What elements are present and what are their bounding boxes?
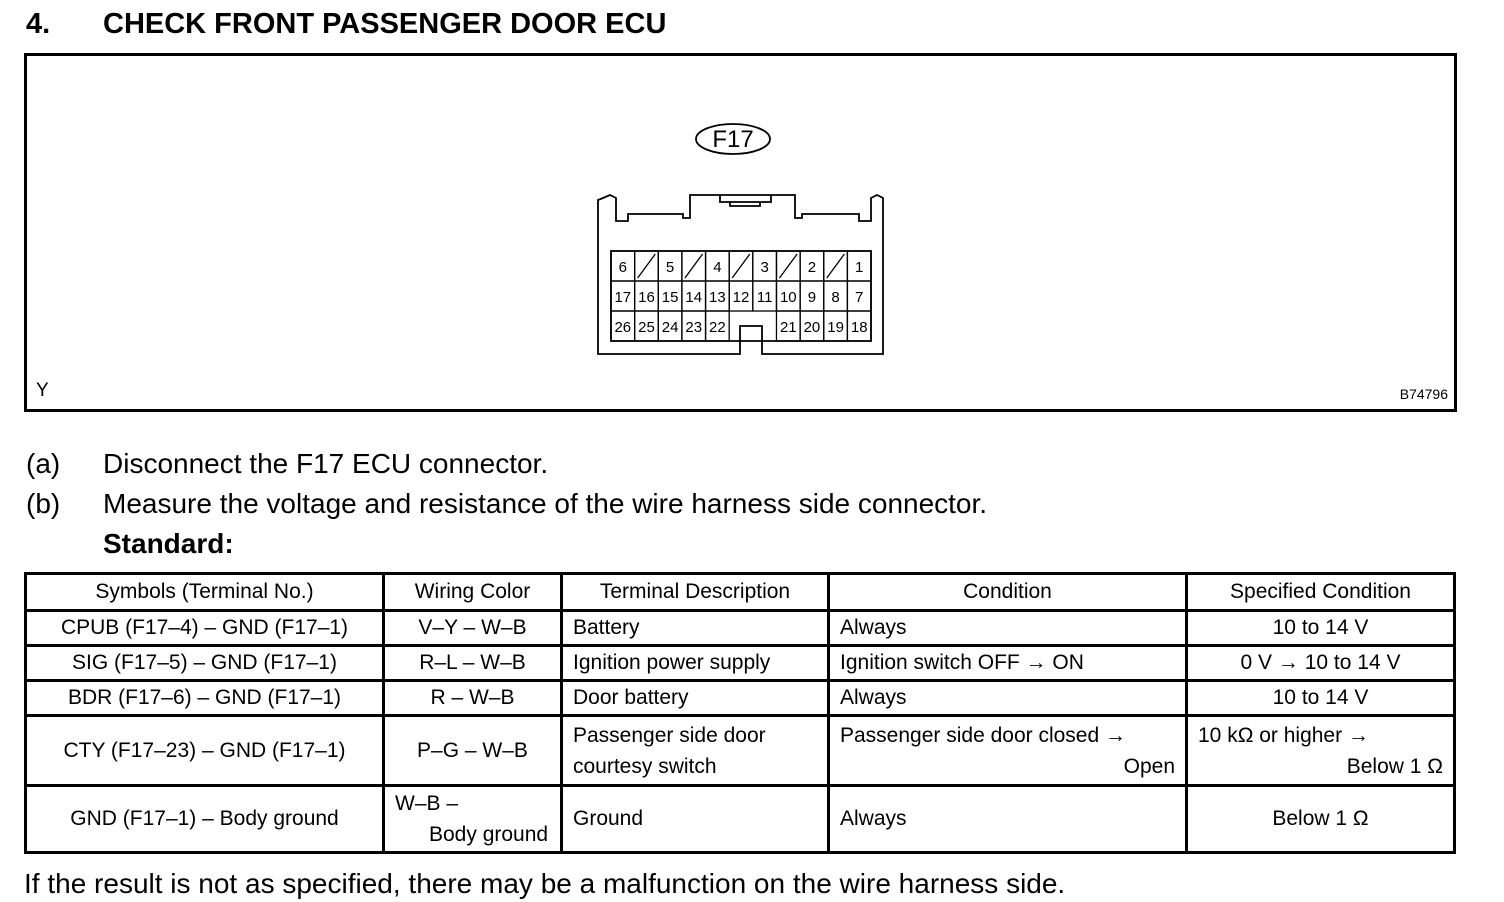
specification-table bbox=[24, 572, 1456, 854]
terminal-number: 11 bbox=[756, 289, 773, 306]
figure-id: B74796 bbox=[1399, 386, 1448, 402]
cell-condition-line: Open bbox=[1123, 754, 1175, 778]
header-specified-condition: Specified Condition bbox=[1187, 574, 1455, 611]
cell-wiring bbox=[384, 786, 562, 853]
terminal-number: 26 bbox=[614, 319, 632, 336]
terminal-number: 18 bbox=[850, 319, 868, 336]
step-number: 4. bbox=[26, 8, 51, 40]
cell-symbols: GND (F17–1) – Body ground bbox=[26, 786, 384, 853]
step-title: CHECK FRONT PASSENGER DOOR ECU bbox=[103, 8, 667, 40]
cell-condition: Always bbox=[829, 786, 1187, 853]
cell-symbols: BDR (F17–6) – GND (F17–1) bbox=[26, 681, 384, 716]
cell-specified-line: 10 kΩ or higher → bbox=[1198, 723, 1369, 747]
cell-wiring-line: Body ground bbox=[429, 823, 549, 846]
empty-terminal-slash bbox=[779, 254, 797, 278]
cell-specified bbox=[1187, 716, 1455, 786]
cell-description: Ground bbox=[562, 786, 829, 853]
cell-description-line: courtesy switch bbox=[573, 754, 717, 778]
terminal-number: 12 bbox=[732, 289, 750, 306]
table-row bbox=[26, 611, 1455, 646]
terminal-number: 24 bbox=[661, 319, 679, 336]
footer-note: If the result is not as specified, there may be a malfunction on the wire harness side. bbox=[24, 868, 1066, 899]
connector-figure bbox=[24, 53, 1457, 412]
terminal-number: 19 bbox=[827, 319, 844, 336]
cell-description-line: Passenger side door bbox=[573, 723, 766, 747]
cell-specified: Below 1 Ω bbox=[1187, 786, 1455, 853]
cell-condition: Always bbox=[829, 611, 1187, 646]
cell-specified-line: Below 1 Ω bbox=[1346, 754, 1443, 778]
terminal-number: 10 bbox=[779, 289, 797, 306]
cell-wiring: R – W–B bbox=[384, 681, 562, 716]
empty-terminal-slash bbox=[827, 254, 845, 278]
empty-terminal-slash bbox=[638, 254, 656, 278]
connector-latch bbox=[720, 195, 771, 206]
figure-corner-code: Y bbox=[36, 380, 49, 401]
table-row bbox=[26, 646, 1455, 681]
terminal-number: 6 bbox=[618, 259, 627, 276]
instruction-text: Measure the voltage and resistance of the wire harness side connector. bbox=[103, 488, 988, 519]
empty-terminal-slash bbox=[685, 254, 703, 278]
terminal-number: 2 bbox=[807, 259, 817, 276]
cell-specified: 0 V → 10 to 14 V bbox=[1187, 646, 1455, 681]
cell-description: Battery bbox=[562, 611, 829, 646]
terminal-number: 9 bbox=[807, 289, 817, 306]
empty-terminal-slash bbox=[732, 254, 750, 278]
cell-specified: 10 to 14 V bbox=[1187, 681, 1455, 716]
terminal-number: 23 bbox=[685, 319, 703, 336]
terminal-number: 21 bbox=[779, 319, 797, 336]
cell-symbols: SIG (F17–5) – GND (F17–1) bbox=[26, 646, 384, 681]
cell-condition-line: Passenger side door closed → bbox=[840, 723, 1126, 747]
terminal-number: 22 bbox=[709, 319, 726, 336]
cell-condition bbox=[829, 716, 1187, 786]
cell-condition: Always bbox=[829, 681, 1187, 716]
table-row bbox=[26, 681, 1455, 716]
header-terminal-description: Terminal Description bbox=[562, 574, 829, 611]
terminal-number: 8 bbox=[831, 289, 840, 306]
header-wiring-color: Wiring Color bbox=[384, 574, 562, 611]
cell-description bbox=[562, 716, 829, 786]
terminal-number: 20 bbox=[803, 319, 821, 336]
cell-wiring: R–L – W–B bbox=[384, 646, 562, 681]
connector-label: F17 bbox=[712, 126, 754, 153]
cell-wiring-line: W–B – bbox=[395, 792, 459, 815]
standard-label: Standard: bbox=[103, 528, 234, 559]
cell-description: Ignition power supply bbox=[562, 646, 829, 681]
terminal-number: 5 bbox=[665, 259, 675, 276]
table-row bbox=[26, 786, 1455, 853]
instruction-marker: (a) bbox=[26, 448, 61, 479]
terminal-number: 4 bbox=[713, 259, 722, 276]
table-row bbox=[26, 716, 1455, 786]
terminal-number: 15 bbox=[661, 289, 679, 306]
cell-condition: Ignition switch OFF → ON bbox=[829, 646, 1187, 681]
instruction-marker: (b) bbox=[26, 488, 61, 519]
table-header-row bbox=[26, 574, 1455, 611]
connector-diagram bbox=[27, 56, 1454, 409]
terminal-number: 17 bbox=[614, 289, 632, 306]
cell-specified: 10 to 14 V bbox=[1187, 611, 1455, 646]
terminal-number: 7 bbox=[855, 289, 864, 306]
cell-wiring: V–Y – W–B bbox=[384, 611, 562, 646]
cell-symbols: CPUB (F17–4) – GND (F17–1) bbox=[26, 611, 384, 646]
instruction-text: Disconnect the F17 ECU connector. bbox=[103, 448, 549, 479]
cell-description: Door battery bbox=[562, 681, 829, 716]
header-symbols: Symbols (Terminal No.) bbox=[26, 574, 384, 611]
terminal-number: 16 bbox=[638, 289, 655, 306]
terminal-number: 13 bbox=[709, 289, 726, 306]
cell-wiring: P–G – W–B bbox=[384, 716, 562, 786]
header-condition: Condition bbox=[829, 574, 1187, 611]
terminal-number: 14 bbox=[685, 289, 703, 306]
terminal-number: 1 bbox=[855, 259, 864, 276]
cell-symbols: CTY (F17–23) – GND (F17–1) bbox=[26, 716, 384, 786]
terminal-number: 25 bbox=[638, 319, 655, 336]
terminal-number: 3 bbox=[760, 259, 769, 276]
